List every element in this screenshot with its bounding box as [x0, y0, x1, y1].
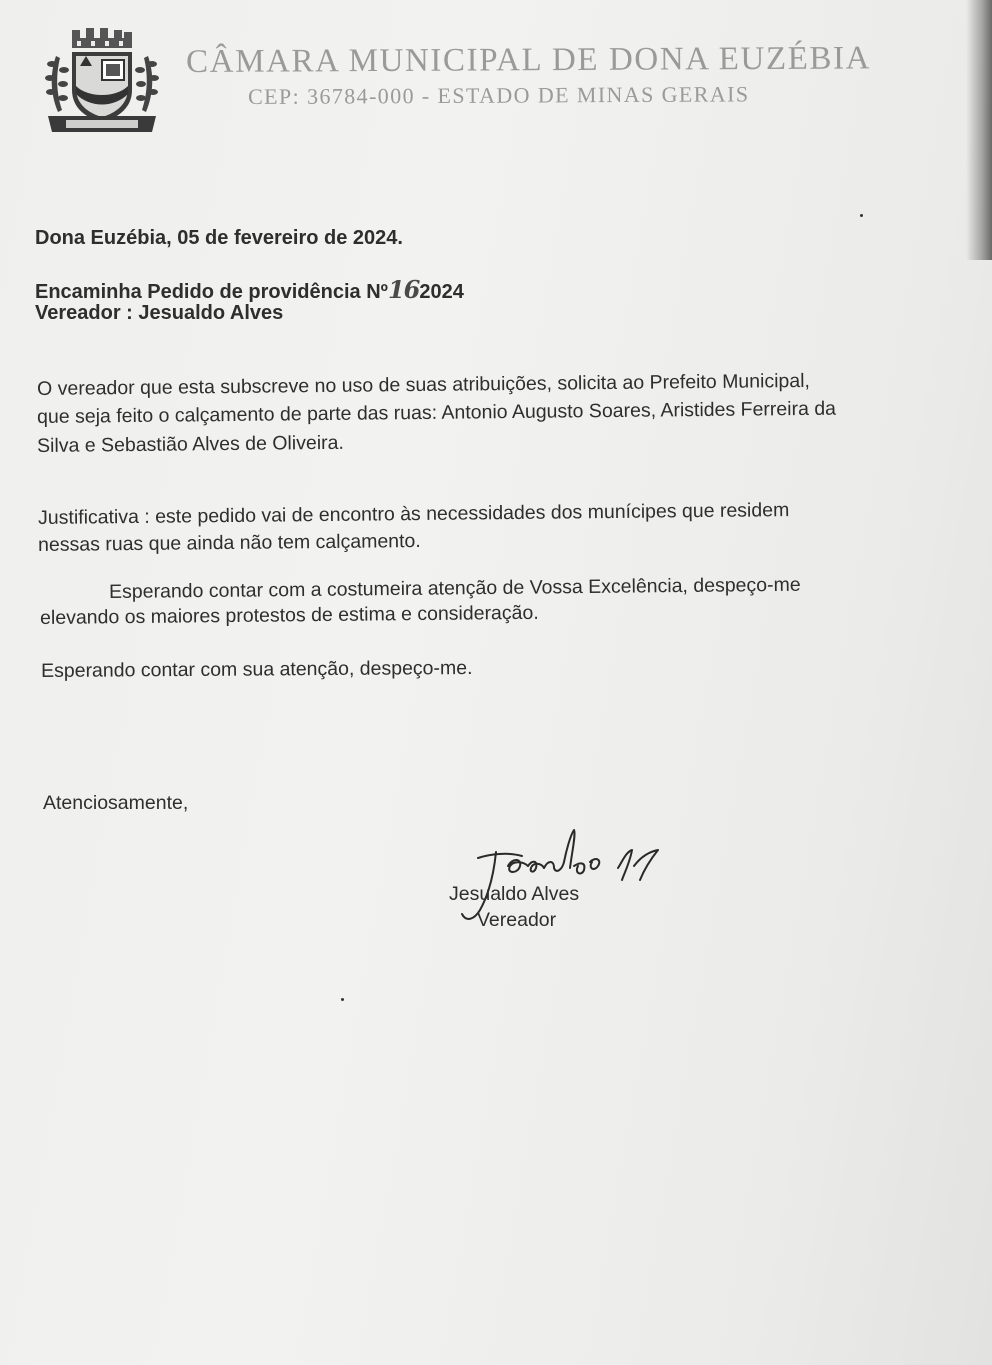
paragraph-1-line-2: que seja feito o calçamento de parte das ruas: Antonio Augusto Soares, Aristides Ferreira da [37, 397, 837, 428]
scan-speck [860, 214, 863, 217]
paragraph-3-line-2: elevando os maiores protestos de estima e consideração. [40, 601, 539, 629]
subject-line [35, 275, 464, 304]
coat-of-arms-icon [44, 28, 160, 140]
scan-edge-shadow [966, 0, 992, 260]
subject-year: 2024 [419, 281, 464, 303]
date-line: Dona Euzébia, 05 de fevereiro de 2024. [35, 227, 403, 249]
paragraph-1-line-1: O vereador que esta subscreve no uso de suas atribuições, solicita ao Prefeito Municipal, [37, 369, 811, 400]
closing: Atenciosamente, [43, 792, 189, 814]
paragraph-1-line-3: Silva e Sebastião Alves de Oliveira. [37, 431, 344, 457]
letterhead-subtitle: CEP: 36784-000 - ESTADO DE MINAS GERAIS [248, 81, 750, 109]
paragraph-4: Esperando contar com sua atenção, despeço-me. [41, 656, 473, 682]
justification-line-1: Justificativa : este pedido vai de encontro às necessidades dos munícipes que residem [38, 499, 790, 529]
justification-line-2: nessas ruas que ainda não tem calçamento. [38, 529, 421, 556]
author-line: Vereador : Jesualdo Alves [35, 302, 284, 324]
letterhead-title: CÂMARA MUNICIPAL DE DONA EUZÉBIA [186, 40, 872, 80]
request-number-handwritten: 16 [387, 275, 420, 304]
subject-prefix: Encaminha Pedido de providência Nº [35, 281, 388, 303]
scan-speck [341, 998, 344, 1001]
signatory-role: Vereador [477, 909, 557, 931]
signatory-name: Jesualdo Alves [449, 883, 580, 905]
paragraph-3-line-1: Esperando contar com a costumeira atenção de Vossa Excelência, despeço-me [109, 573, 801, 603]
